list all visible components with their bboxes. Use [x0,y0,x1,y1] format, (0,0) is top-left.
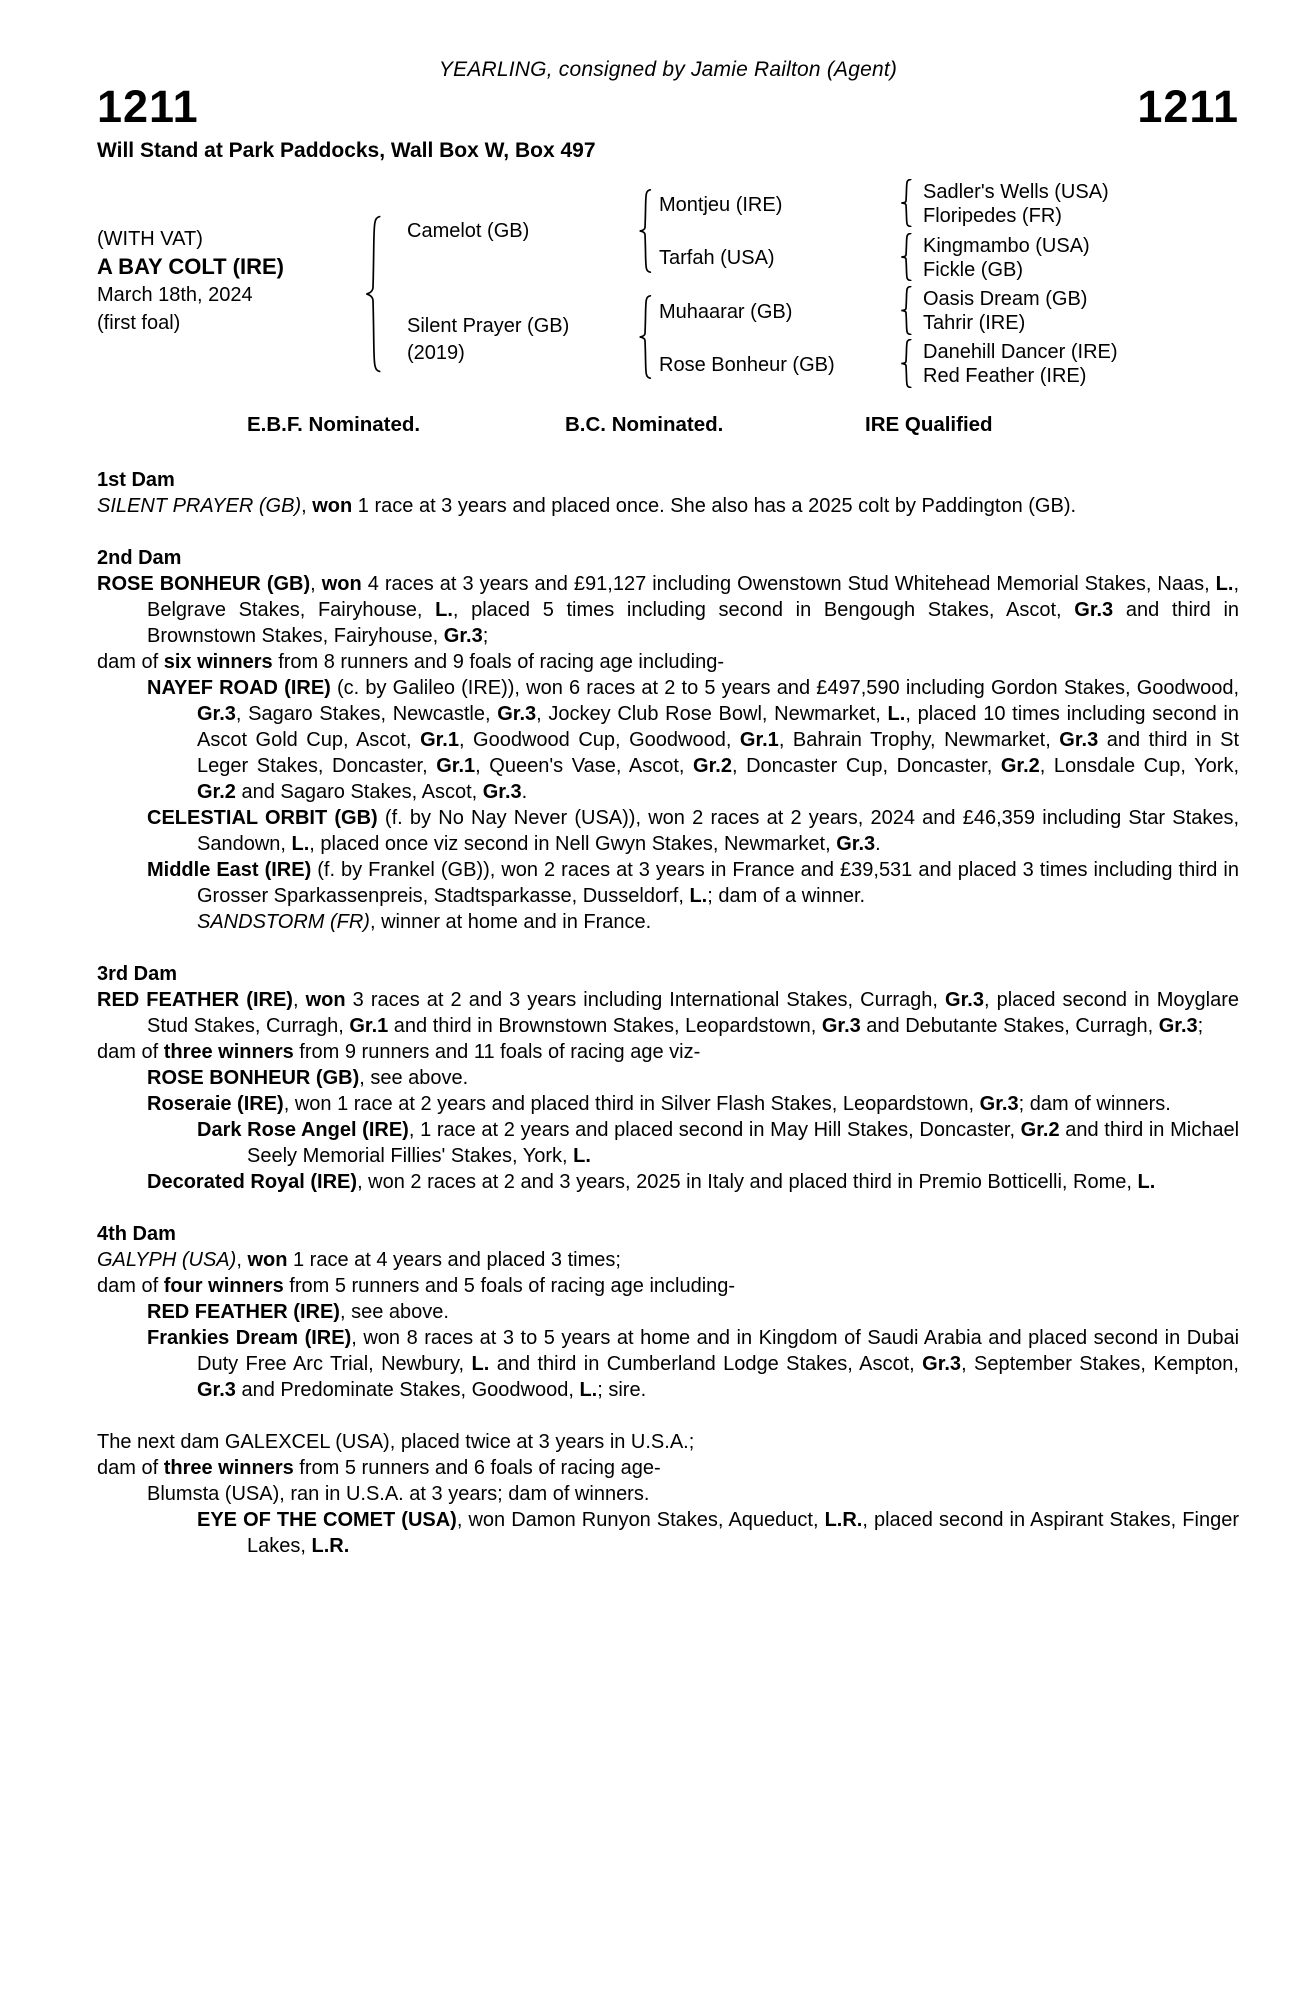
text-run: , placed 10 times including second in Ascot Gold Cup, Ascot, [197,703,1239,751]
pedigree-brace-sire [637,189,653,273]
text-run: Gr.3 [197,1379,236,1401]
text-run: , won Damon Runyon Stakes, Aqueduct, [456,1509,825,1531]
lot-number-right: 1211 [1137,81,1239,132]
text-run: from 9 runners and 11 foals of racing age viz- [293,1041,701,1063]
foal-note: (first foal) [97,312,181,334]
dam-dam-dam: Red Feather (IRE) [923,365,1087,387]
text-run: , Belgrave Stakes, Fairyhouse, [147,573,1239,621]
text-run: L. [471,1353,490,1375]
text-run: ; [1197,1015,1204,1037]
text-run: and third in Michael Seely Memorial Fillies' Stakes, York, [247,1119,1240,1167]
text-run: six winners [163,651,273,673]
text-run: , Jockey Club Rose Bowl, Newmarket, [536,703,888,725]
text-run: , Doncaster Cup, Doncaster, [731,755,1001,777]
text-run: Gr.3 [1074,599,1114,621]
text-run: dam of [97,1275,164,1297]
text-run: NAYEF ROAD (IRE) [147,677,331,699]
dam-sections [97,467,1239,1559]
text-run: CELESTIAL ORBIT (GB) [147,807,378,829]
text-run: . [521,781,528,803]
text-run: won [312,495,353,517]
vat-note: (WITH VAT) [97,228,203,250]
text-run: Gr.3 [1059,729,1099,751]
pedigree-paragraph [97,1247,1239,1273]
text-run: , [292,989,306,1011]
pedigree-paragraph [97,1299,1239,1325]
sire-dam-name: Tarfah (USA) [659,247,775,269]
text-run: and third in Cumberland Lodge Stakes, Ascot, [489,1353,923,1375]
dam-sire-dam: Tahrir (IRE) [923,312,1026,334]
text-run: SANDSTORM (FR) [197,911,370,933]
pedigree-paragraph [97,1325,1239,1403]
dam-name-line: Silent Prayer (GB) [407,315,570,337]
pedigree-paragraph [97,1039,1239,1065]
text-run: , Lonsdale Cup, York, [1039,755,1239,777]
text-run: Gr.3 [979,1093,1019,1115]
text-run: from 5 runners and 5 foals of racing age including- [283,1275,736,1297]
pedigree-paragraph [97,909,1239,935]
text-run: from 5 runners and 6 foals of racing age- [293,1457,661,1479]
text-run: Gr.3 [922,1353,962,1375]
pedigree-table [97,177,1239,393]
text-run: , Bahrain Trophy, Newmarket, [778,729,1060,751]
sire-dam-sire: Kingmambo (USA) [923,235,1090,257]
text-run: , placed second in Moyglare Stud Stakes, Curragh, [147,989,1239,1037]
text-run: Dark Rose Angel (IRE) [197,1119,409,1141]
text-run: four winners [163,1275,284,1297]
text-run: RED FEATHER (IRE) [97,989,293,1011]
text-run: and Predominate Stakes, Goodwood, [235,1379,580,1401]
text-run: Gr.1 [420,729,459,751]
text-run: , won 2 races at 2 and 3 years, 2025 in Italy and placed third in Premio Botticelli, Rome, [357,1171,1138,1193]
text-run: Blumsta (USA), ran in U.S.A. at 3 years; dam of winners. [147,1483,650,1505]
lot-number-row [97,81,1239,132]
text-run: Frankies Dream (IRE) [147,1327,352,1349]
pedigree-paragraph [97,649,1239,675]
text-run: The next dam GALEXCEL (USA), placed twice at 3 years in U.S.A.; [97,1431,695,1453]
text-run: , won 1 race at 2 years and placed third in Silver Flash Stakes, Leopardstown, [283,1093,980,1115]
text-run: 1 race at 3 years and placed once. She also has a 2025 colt by Paddington (GB). [352,495,1077,517]
text-run: ; dam of a winner. [707,885,866,907]
pedigree-paragraph [97,571,1239,649]
text-run: three winners [163,1457,294,1479]
pedigree-paragraph [97,493,1239,519]
pedigree-paragraph [97,805,1239,857]
text-run: (f. by No Nay Never (USA)), won 2 races at 2 years, 2024 and £46,359 including Star Stakes, Sandown, [197,807,1239,855]
text-run: Roseraie (IRE) [147,1093,284,1115]
pedigree-paragraph [97,1507,1239,1559]
text-run: Gr.3 [197,703,236,725]
pedigree-paragraph [97,1065,1239,1091]
text-run: Gr.3 [443,625,483,647]
animal-name: A BAY COLT (IRE) [97,254,285,279]
pedigree-brace-main [363,215,383,373]
text-run: , winner at home and in France. [369,911,652,933]
stand-location-line: Will Stand at Park Paddocks, Wall Box W, Box 497 [97,139,596,162]
text-run: won [305,989,346,1011]
text-run: from 8 runners and 9 foals of racing age including- [272,651,725,673]
dam-section-heading: 4th Dam [97,1223,176,1245]
text-run: ; sire. [597,1379,647,1401]
text-run: , [301,495,313,517]
text-run: L. [1137,1171,1156,1193]
text-run: Gr.3 [836,833,876,855]
text-run: and Sagaro Stakes, Ascot, [235,781,483,803]
text-run: , placed second in Aspirant Stakes, Finger Lakes, [247,1509,1239,1557]
pedigree-brace-gp4 [899,339,913,388]
text-run: Gr.2 [1020,1119,1060,1141]
text-run: , placed once viz second in Nell Gwyn Stakes, Newmarket, [309,833,837,855]
text-run: dam of [97,1457,164,1479]
text-run: 3 races at 2 and 3 years including International Stakes, Curragh, [345,989,946,1011]
text-run: , [236,1249,248,1271]
pedigree-paragraph [97,1169,1239,1195]
pedigree-paragraph [97,857,1239,909]
pedigree-brace-dam [637,295,653,379]
dam-section-heading: 3rd Dam [97,963,178,985]
text-run: . [875,833,881,855]
dam-section-heading: 1st Dam [97,469,175,491]
dam-section [97,1221,1239,1403]
text-run: Gr.2 [693,755,732,777]
text-run: ROSE BONHEUR (GB) [147,1067,360,1089]
pedigree-brace-gp2 [899,233,913,281]
text-run: and third in Brownstown Stakes, Fairyhouse, [147,599,1240,647]
text-run: , placed 5 times including second in Bengough Stakes, Ascot, [452,599,1075,621]
text-run: 4 races at 3 years and £91,127 including Owenstown Stud Whitehead Memorial Stakes, Naas, [361,573,1216,595]
text-run: dam of [97,651,164,673]
dam-dam-parents [923,340,1118,388]
pedigree-brace-gp3 [899,286,913,335]
text-run: Gr.3 [821,1015,861,1037]
text-run: , 1 race at 2 years and placed second in May Hill Stakes, Doncaster, [408,1119,1021,1141]
text-run: won [247,1249,288,1271]
text-run: RED FEATHER (IRE) [147,1301,340,1323]
dam-sire-name: Muhaarar (GB) [659,301,793,323]
bc-nominated: B.C. Nominated. [565,413,724,436]
text-run: L. [1215,573,1234,595]
text-run: , Goodwood Cup, Goodwood, [458,729,740,751]
sire-sire-dam: Floripedes (FR) [923,205,1062,227]
text-run: 1 race at 4 years and placed 3 times; [287,1249,621,1271]
pedigree-paragraph [97,1273,1239,1299]
pedigree-paragraph [97,1429,1239,1455]
consignor-line: YEARLING, consigned by Jamie Railton (Agent) [438,58,898,81]
text-run: ; dam of winners. [1018,1093,1171,1115]
pedigree-paragraph [97,987,1239,1039]
text-run: and third in Brownstown Stakes, Leopardstown, [388,1015,822,1037]
text-run: ; [482,625,489,647]
pedigree-paragraph [97,1481,1239,1507]
dam-dam-sire: Danehill Dancer (IRE) [923,341,1118,363]
text-run: Gr.2 [1000,755,1040,777]
text-run: GALYPH (USA) [97,1249,237,1271]
pedigree-paragraph [97,1455,1239,1481]
text-run: L.R. [824,1509,863,1531]
pedigree-paragraph [97,675,1239,805]
text-run: Gr.1 [739,729,779,751]
dam-name [407,313,569,367]
sire-dam-dam: Fickle (GB) [923,259,1023,281]
sire-sire-parents [923,180,1109,228]
dam-section [97,961,1239,1195]
nominations-row [97,413,1239,439]
text-run: , [310,573,322,595]
text-run: Gr.3 [482,781,522,803]
sire-sire-name: Montjeu (IRE) [659,194,783,216]
text-run: Gr.1 [436,755,476,777]
text-run: L. [689,885,708,907]
dam-section [97,545,1239,935]
text-run: SILENT PRAYER (GB) [97,495,302,517]
text-run: Gr.3 [497,703,537,725]
text-run: , won 8 races at 3 to 5 years at home and in Kingdom of Saudi Arabia and placed second in Dubai Duty Free Arc Trial, Newbury, [197,1327,1240,1375]
text-run: won [321,573,362,595]
pedigree-paragraph [97,1117,1239,1169]
text-run: Gr.2 [197,781,236,803]
ebf-nominated: E.B.F. Nominated. [247,413,421,436]
foaling-date: March 18th, 2024 [97,284,253,306]
sire-dam-parents [923,234,1090,282]
text-run: L. [573,1145,591,1167]
lot-details [97,225,284,337]
text-run: L. [887,703,906,725]
sire-name: Camelot (GB) [407,220,530,242]
text-run: and third in St Leger Stakes, Doncaster, [197,729,1240,777]
text-run: , see above. [339,1301,449,1323]
text-run: and Debutante Stakes, Curragh, [860,1015,1159,1037]
text-run: , September Stakes, Kempton, [961,1353,1239,1375]
dam-section-heading: 2nd Dam [97,547,182,569]
dam-section [97,467,1239,519]
text-run: Gr.3 [945,989,984,1011]
sire-sire-sire: Sadler's Wells (USA) [923,181,1109,203]
text-run: L. [291,833,310,855]
text-run: Gr.1 [349,1015,389,1037]
text-run: Gr.3 [1158,1015,1198,1037]
dam-sire-sire: Oasis Dream (GB) [923,288,1088,310]
text-run: L. [579,1379,598,1401]
pedigree-brace-gp1 [899,179,913,227]
dam-section [97,1429,1239,1559]
dam-dam-name: Rose Bonheur (GB) [659,354,835,376]
dam-year: (2019) [407,342,465,364]
text-run: , Queen's Vase, Ascot, [475,755,694,777]
ire-qualified: IRE Qualified [865,413,993,436]
text-run: Decorated Royal (IRE) [147,1171,358,1193]
text-run: L. [435,599,453,621]
pedigree-paragraph [97,1091,1239,1117]
dam-sire-parents [923,287,1087,335]
text-run: L.R. [311,1535,350,1557]
text-run: , see above. [359,1067,469,1089]
text-run: (f. by Frankel (GB)), won 2 races at 3 years in France and £39,531 and placed 3 times including third in Grosser Sparkassenpreis, Stadtsparkasse, Dusseldorf, [197,859,1239,907]
text-run: EYE OF THE COMET (USA) [197,1509,457,1531]
text-run: three winners [163,1041,294,1063]
text-run: ROSE BONHEUR (GB) [97,573,311,595]
text-run: (c. by Galileo (IRE)), won 6 races at 2 to 5 years and £497,590 including Gordon Stakes, Goodwood, [330,677,1239,699]
lot-number-left: 1211 [97,81,199,132]
text-run: Middle East (IRE) [147,859,312,881]
text-run: , Sagaro Stakes, Newcastle, [235,703,498,725]
text-run: dam of [97,1041,164,1063]
